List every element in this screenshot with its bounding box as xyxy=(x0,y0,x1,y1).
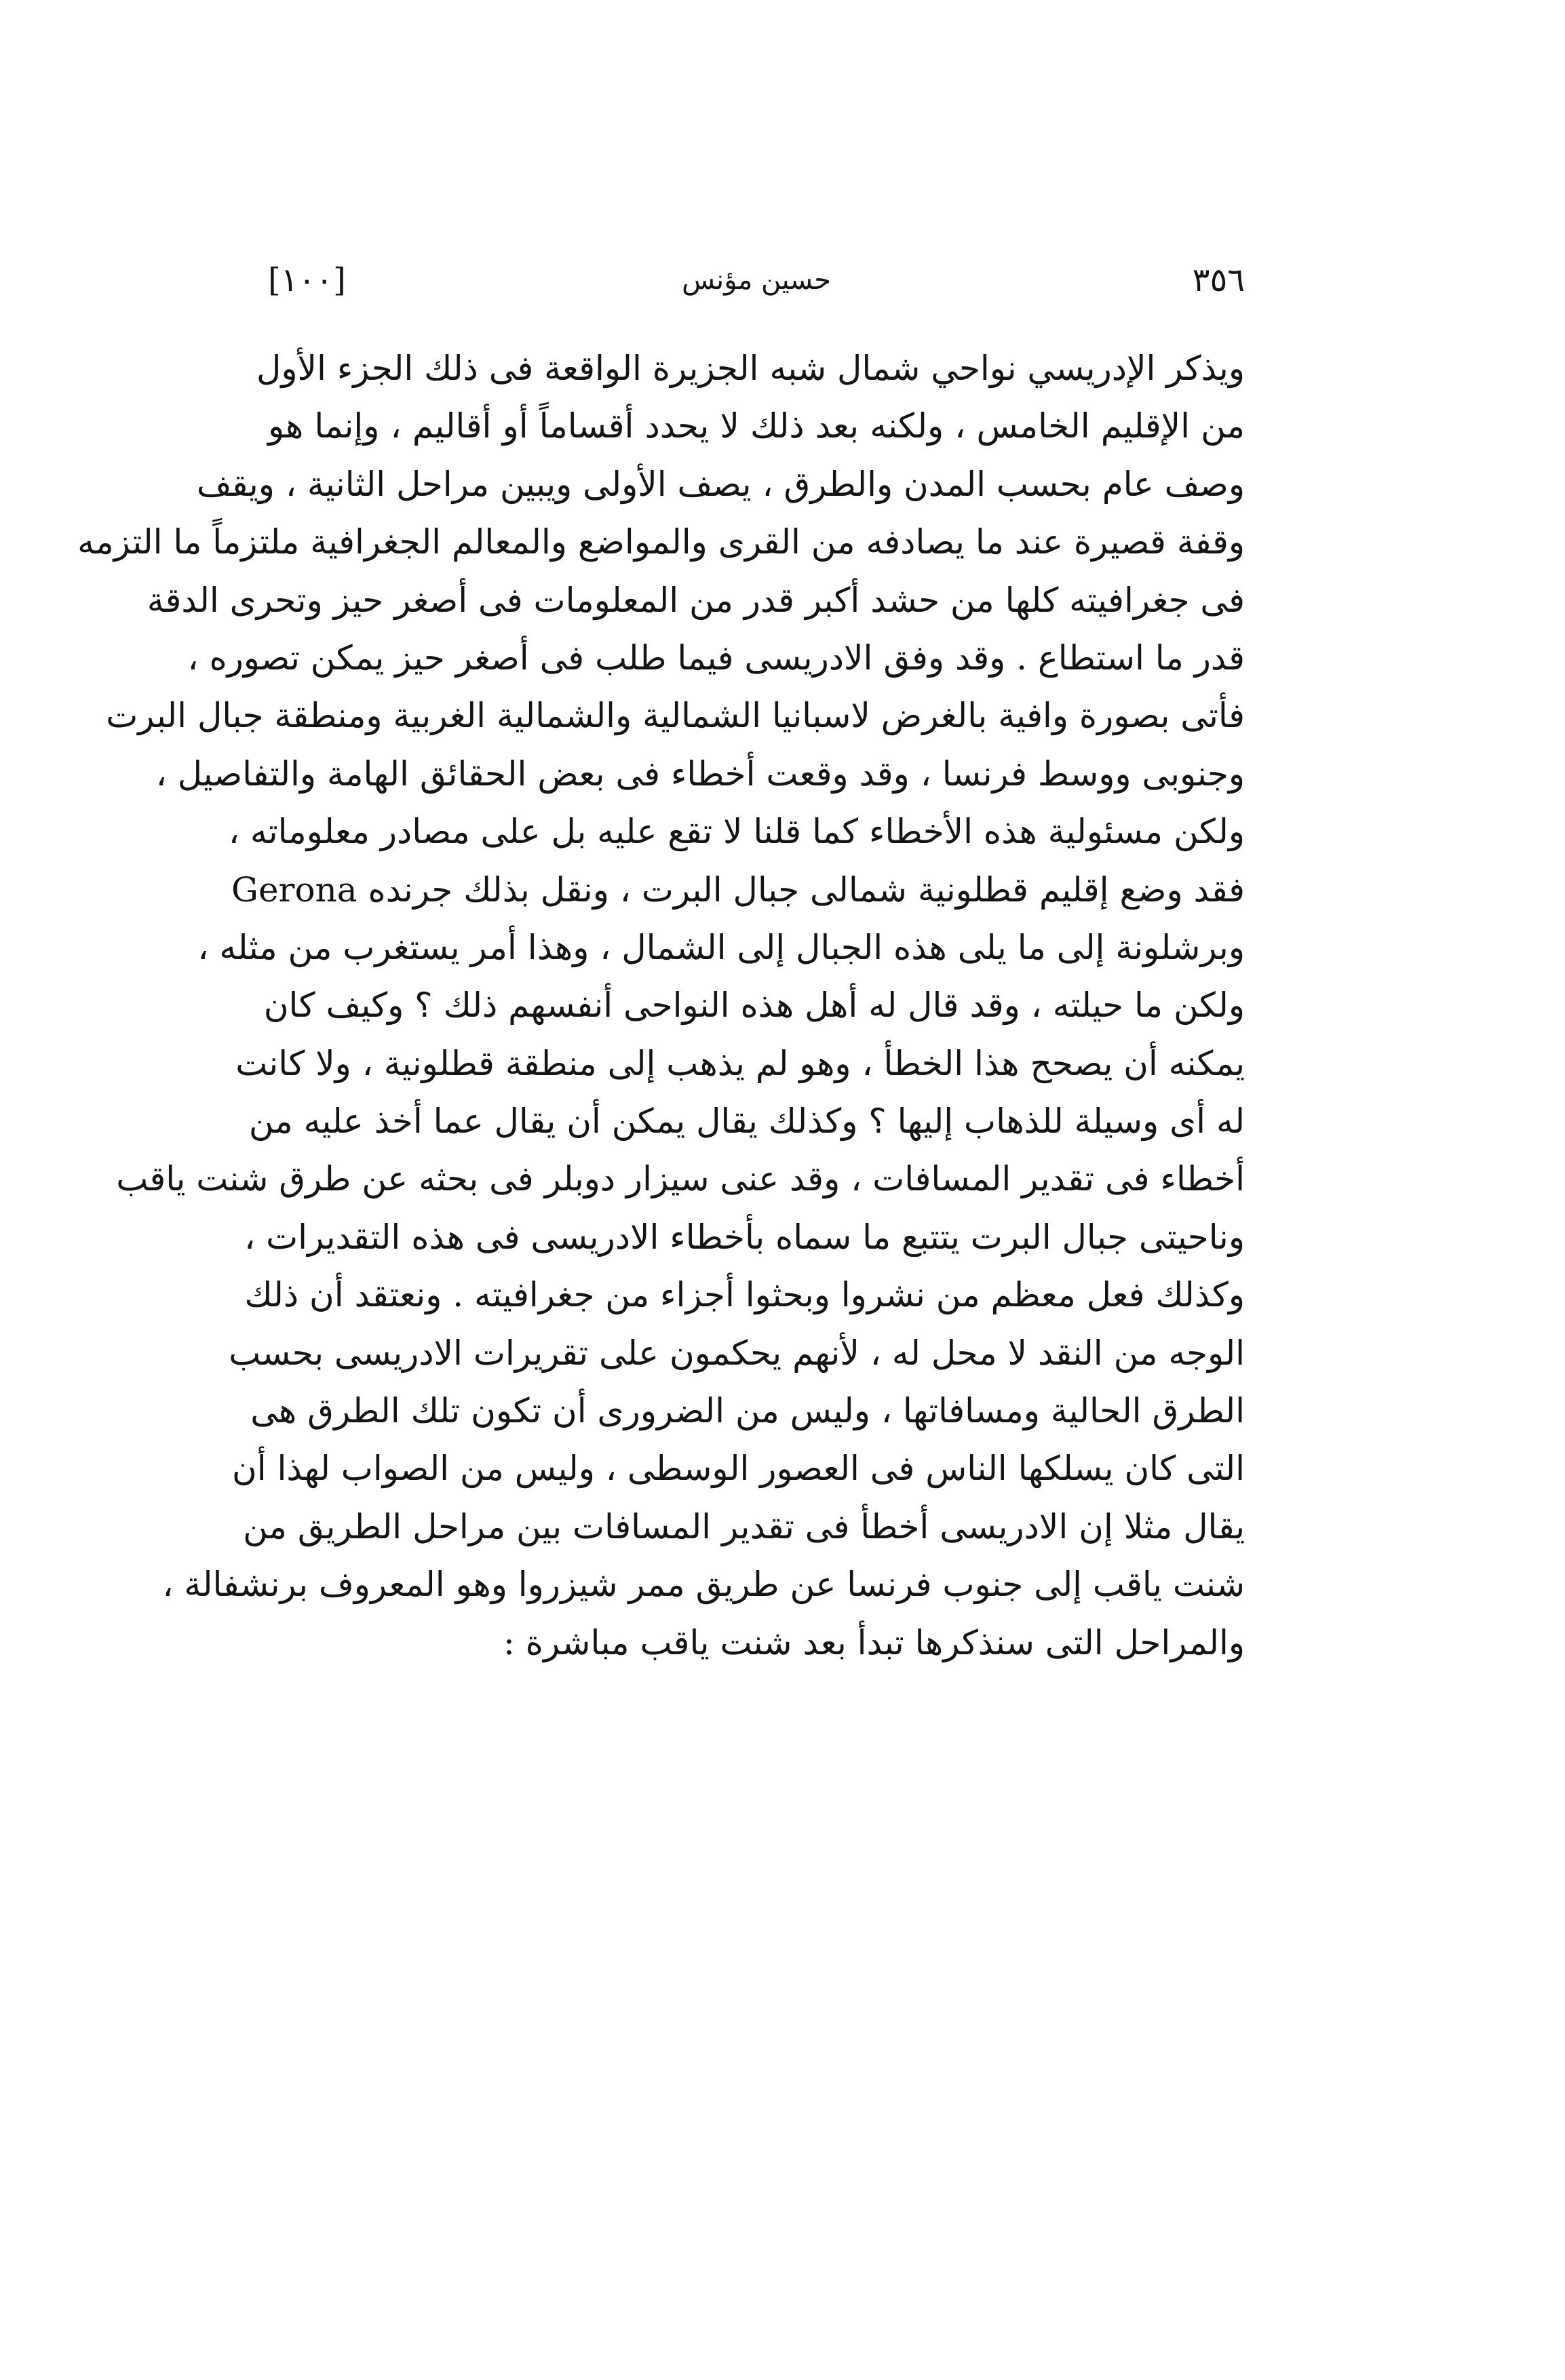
text-line: وقفة قصيرة عند ما يصادفه من القرى والمواضع والمعالم الجغرافية ملتزماً ما التزمه xyxy=(77,522,1245,562)
text-line: فأتى بصورة وافية بالغرض لاسبانيا الشمالية والشمالية الغربية ومنطقة جبال البرت xyxy=(106,696,1245,736)
text-line: وكذلك فعل معظم من نشروا وبحثوا أجزاء من جغرافيته . ونعتقد أن ذلك xyxy=(244,1275,1245,1315)
text-line: من الإقليم الخامس ، ولكنه بعد ذلك لا يحدد أقساماً أو أقاليم ، وإنما هو xyxy=(268,406,1245,446)
text-line: ولكن مسئولية هذه الأخطاء كما قلنا لا تقع عليه بل على مصادر معلوماته ، xyxy=(228,812,1245,852)
text-line: وجنوبى ووسط فرنسا ، وقد وقعت أخطاء فى بعض الحقائق الهامة والتفاصيل ، xyxy=(155,754,1245,794)
running-header xyxy=(268,256,1245,304)
text-line: يمكنه أن يصحح هذا الخطأ ، وهو لم يذهب إلى منطقة قطلونية ، ولا كانت xyxy=(235,1043,1245,1083)
text-line: ولكن ما حيلته ، وقد قال له أهل هذه النواحى أنفسهم ذلك ؟ وكيف كان xyxy=(263,986,1245,1026)
text-line: وناحيتى جبال البرت يتتبع ما سماه بأخطاء الادريسى فى هذه التقديرات ، xyxy=(244,1217,1245,1257)
text-line: شنت ياقب إلى جنوب فرنسا عن طريق ممر شيزروا وهو المعروف برنشفالة ، xyxy=(162,1565,1245,1605)
body-paragraph xyxy=(77,343,1245,1675)
text-line: وصف عام بحسب المدن والطرق ، يصف الأولى ويبين مراحل الثانية ، ويقف xyxy=(196,464,1245,504)
text-line: الطرق الحالية ومسافاتها ، وليس من الضرورى أن تكون تلك الطرق هى xyxy=(250,1391,1245,1431)
text-line: قدر ما استطاع . وقد وفق الادريسى فيما طلب فى أصغر حيز يمكن تصوره ، xyxy=(187,638,1245,678)
bracket-page-number: [١٠٠] xyxy=(268,261,346,299)
text-line: ويذكر الإدريسي نواحي شمال شبه الجزيرة الواقعة فى ذلك الجزء الأول xyxy=(256,349,1245,388)
text-line: أخطاء فى تقدير المسافات ، وقد عنى سيزار دوبلر فى بحثه عن طرق شنت ياقب xyxy=(116,1159,1245,1199)
text-line: التى كان يسلكها الناس فى العصور الوسطى ، وليس من الصواب لهذا أن xyxy=(231,1449,1245,1489)
text-line: يقال مثلا إن الادريسى أخطأ فى تقدير المسافات بين مراحل الطريق من xyxy=(243,1506,1245,1546)
text-line: وبرشلونة إلى ما يلى هذه الجبال إلى الشمال ، وهذا أمر يستغرب من مثله ، xyxy=(197,927,1245,967)
text-line: الوجه من النقد لا محل له ، لأنهم يحكمون على تقريرات الادريسى بحسب xyxy=(229,1333,1245,1373)
text-line: له أى وسيلة للذهاب إليها ؟ وكذلك يقال يمكن أن يقال عما أخذ عليه من xyxy=(248,1101,1245,1142)
page-number: ٣٥٦ xyxy=(1192,261,1245,299)
text-line: فقد وضع إقليم قطلونية شمالى جبال البرت ، ونقل بذلك جرنده Gerona xyxy=(231,870,1245,910)
text-line-last: والمراحل التى سنذكرها تبدأ بعد شنت ياقب مباشرة : xyxy=(503,1622,1245,1662)
author-name: حسين مؤنس xyxy=(682,265,831,296)
text-line: فى جغرافيته كلها من حشد أكبر قدر من المعلومات فى أصغر حيز وتحرى الدقة xyxy=(147,580,1245,620)
